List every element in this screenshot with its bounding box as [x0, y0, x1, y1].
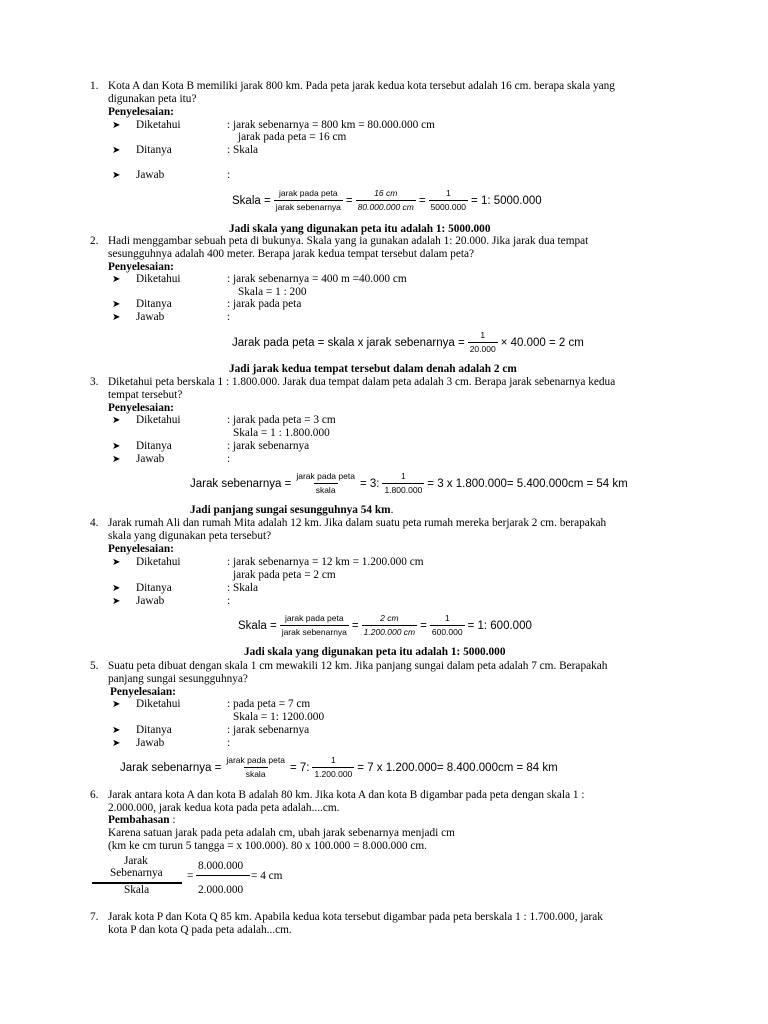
- q2-f1-numerator: 1: [480, 330, 486, 340]
- arrowhead-bullet-icon: ➤: [112, 699, 121, 710]
- q3-ditanya-value: : jarak sebenarnya: [227, 440, 310, 452]
- q3-jawab-label: Jawab: [136, 453, 165, 465]
- q4-f3-numerator: 1: [444, 613, 450, 623]
- q6-frac-top2: Sebenarnya: [110, 867, 163, 879]
- arrowhead-bullet-icon: ➤: [112, 274, 121, 285]
- q1-diketahui-value2: jarak pada peta = 16 cm: [238, 131, 347, 143]
- arrowhead-bullet-icon: ➤: [112, 170, 121, 181]
- q5-ditanya-value: : jarak sebenarnya: [227, 724, 310, 736]
- q2-text-line1: Hadi menggambar sebuah peta di bukunya. Skala yang ia gunakan adalah 1: 20.000. Jika jarak dua tempat: [108, 235, 589, 247]
- q3-text-line2: tempat tersebut?: [108, 389, 183, 401]
- arrowhead-bullet-icon: ➤: [112, 299, 121, 310]
- q2-diketahui-value1: : jarak sebenarnya = 400 m =40.000 cm: [227, 273, 407, 285]
- q7-number: 7.: [90, 911, 99, 923]
- q5-f2-denominator: 1.200.000: [314, 769, 353, 779]
- q3-formula: [190, 471, 628, 496]
- q1-f2-denominator: 80.000.000 cm: [357, 202, 414, 212]
- q3-diketahui-label: Diketahui: [136, 414, 181, 426]
- q3-f2-denominator: 1.800.000: [384, 485, 423, 495]
- arrowhead-bullet-icon: ➤: [112, 596, 121, 607]
- q4-jawab-label: Jawab: [136, 595, 165, 607]
- q1-jawab-label: Jawab: [136, 169, 165, 181]
- q3-fraction-2: [382, 471, 424, 496]
- q3-ditanya-label: Ditanya: [136, 440, 172, 452]
- q5-f1-denominator: skala: [245, 769, 266, 779]
- arrowhead-bullet-icon: ➤: [112, 441, 121, 452]
- arrowhead-bullet-icon: ➤: [112, 312, 121, 323]
- q2-jawab-colon: :: [227, 311, 231, 323]
- q1-fraction-1: [274, 188, 343, 213]
- q5-f1-numerator: jarak pada peta: [226, 755, 285, 765]
- q3-f1-numerator: jarak pada peta: [296, 471, 355, 481]
- q5-penyelesaian: Penyelesaian:: [110, 686, 176, 698]
- q1-conclusion: Jadi skala yang digunakan peta itu adalah 1: 5000.000: [229, 223, 491, 235]
- q2-f1-denominator: 20.000: [469, 344, 496, 354]
- q4-conclusion: Jadi skala yang digunakan peta itu adalah 1: 5000.000: [244, 646, 506, 658]
- q5-diketahui-value1: : pada peta = 7 cm: [227, 698, 311, 710]
- q1-diketahui-label: Diketahui: [136, 119, 181, 131]
- arrowhead-bullet-icon: ➤: [112, 738, 121, 749]
- q1-f1-denominator: jarak sebenarnya: [275, 202, 341, 212]
- q3-diketahui-value1: : jarak pada peta = 3 cm: [227, 414, 336, 426]
- q3-formula-rhs: = 3 x 1.800.000= 5.400.000cm = 54 km: [427, 477, 628, 490]
- q3-text-line1: Diketahui peta berskala 1 : 1.800.000. Jarak dua tempat dalam peta adalah 3 cm. Berapa jarak sebenarnya kedua: [108, 376, 616, 388]
- q3-conclusion-line: [190, 504, 393, 517]
- q2-penyelesaian: Penyelesaian:: [108, 261, 174, 273]
- q4-diketahui-value2: jarak pada peta = 2 cm: [233, 569, 336, 581]
- q5-fraction-2: [312, 755, 354, 780]
- arrowhead-bullet-icon: ➤: [112, 557, 121, 568]
- q4-ditanya-label: Ditanya: [136, 582, 172, 594]
- q4-formula-rhs: = 1: 600.000: [467, 619, 532, 632]
- arrowhead-bullet-icon: ➤: [112, 583, 121, 594]
- q6-text-line2: 2.000.000, jarak kedua kota pada peta adalah....cm.: [108, 802, 340, 814]
- arrowhead-bullet-icon: ➤: [112, 120, 121, 131]
- q1-ditanya-label: Ditanya: [136, 144, 172, 156]
- q5-formula-lhs: Jarak sebenarnya =: [120, 761, 222, 774]
- arrowhead-bullet-icon: ➤: [112, 454, 121, 465]
- q2-text-line2: sesungguhnya adalah 400 meter. Berapa jarak kedua tempat tersebut dalam peta?: [108, 248, 475, 260]
- q4-diketahui-value1: : jarak sebenarnya = 12 km = 1.200.000 cm: [227, 556, 424, 568]
- q2-ditanya-label: Ditanya: [136, 298, 172, 310]
- q4-f2-denominator: 1.200.000 cm: [363, 627, 416, 637]
- q5-formula-mid: = 7:: [289, 761, 310, 774]
- arrowhead-bullet-icon: ➤: [112, 145, 121, 156]
- q3-formula-lhs: Jarak sebenarnya =: [190, 477, 292, 490]
- q4-number: 4.: [90, 517, 99, 529]
- arrowhead-bullet-icon: ➤: [112, 415, 121, 426]
- q4-formula: Skala = $\frac{\text{jarak pada peta}}{\text{jarak sebenarnya}}$ = $\frac{2 cm}{1.200.000 cm}$ = $\frac{1}{600.000}$ = 1: 600.000: [238, 613, 532, 637]
- q4-f1-denominator: jarak sebenarnya: [281, 627, 347, 637]
- q2-ditanya-value: : jarak pada peta: [227, 298, 302, 310]
- q2-formula-rhs: × 40.000 = 2 cm: [500, 336, 584, 349]
- q2-formula-lhs: Jarak pada peta = skala x jarak sebenarnya =: [232, 336, 465, 349]
- q3-number: 3.: [90, 376, 99, 388]
- q6-fraction2-bar: [196, 875, 250, 876]
- q3-penyelesaian: Penyelesaian:: [108, 402, 174, 414]
- q5-jawab-label: Jawab: [136, 737, 165, 749]
- q3-formula-mid: = 3:: [359, 477, 380, 490]
- q1-text-line2: digunakan peta itu?: [108, 93, 197, 105]
- q1-number: 1.: [90, 80, 99, 92]
- q6-frac2-top: 8.000.000: [198, 860, 244, 872]
- q3-f1-denominator: skala: [315, 485, 336, 495]
- q4-formula-lhs: Skala =: [238, 619, 277, 632]
- q3-f2-numerator: 1: [401, 471, 406, 481]
- q1-fraction-2: [356, 188, 416, 213]
- q4-f3-denominator: 600.000: [431, 627, 463, 637]
- q1-f3-denominator: 5000.000: [430, 202, 467, 212]
- q6-number: 6.: [90, 789, 99, 801]
- q3-conclusion-tail: .: [390, 504, 394, 516]
- q5-f2-numerator: 1: [331, 755, 336, 765]
- q2-diketahui-label: Diketahui: [136, 273, 181, 285]
- q4-penyelesaian: Penyelesaian:: [108, 543, 174, 555]
- q6-text-line3: Karena satuan jarak pada peta adalah cm, ubah jarak sebenarnya menjadi cm: [108, 827, 455, 839]
- q3-jawab-colon: :: [227, 453, 231, 465]
- q5-fraction-1: [224, 755, 287, 780]
- q1-formula-rhs: = 1: 5000.000: [471, 194, 542, 207]
- q3-conclusion: Jadi panjang sungai sesungguhnya 54 km: [190, 504, 391, 516]
- q6-pembahasan-colon: :: [169, 814, 176, 826]
- q4-fraction-3: [430, 613, 465, 638]
- q2-fraction-1: [468, 330, 498, 355]
- q5-text-line1: Suatu peta dibuat dengan skala 1 cm mewakili 12 km. Jika panjang sungai dalam peta adalah 7 cm. Berapakah: [108, 660, 608, 672]
- q7-text-line2: kota P dan kota Q pada peta adalah...cm.: [108, 924, 292, 936]
- q4-text-line1: Jarak rumah Ali dan rumah Mita adalah 12 km. Jika dalam suatu peta rumah mereka berjarak 2 cm. berapakah: [108, 517, 607, 529]
- q7-text-line1: Jarak kota P dan Kota Q 85 km. Apabila kedua kota tersebut digambar pada peta berskala 1 : 1.700.000, jarak: [108, 911, 603, 923]
- q5-formula: [120, 755, 558, 780]
- q1-jawab-colon: :: [227, 169, 231, 181]
- q5-diketahui-value2: Skala = 1: 1200.000: [233, 711, 325, 723]
- q5-formula-rhs: = 7 x 1.200.000= 8.400.000cm = 84 km: [357, 761, 558, 774]
- q3-fraction-1: [294, 471, 357, 496]
- q6-equals: =: [187, 870, 194, 882]
- q1-f1-numerator: jarak pada peta: [278, 188, 338, 198]
- q3-diketahui-value2: Skala = 1 : 1.800.000: [233, 427, 330, 439]
- q4-f1-numerator: jarak pada peta: [284, 613, 344, 623]
- q2-conclusion: Jadi jarak kedua tempat tersebut dalam denah adalah 2 cm: [229, 363, 517, 375]
- q5-diketahui-label: Diketahui: [136, 698, 181, 710]
- q1-formula: Skala = $\frac{\text{jarak pada peta}}{\text{jarak sebenarnya}}$ = $\frac{16 cm}{80.000.000 cm}$ = $\frac{1}{5000.000}$ = 1: 5000.000: [232, 188, 542, 212]
- q4-text-line2: skala yang digunakan peta tersebut?: [108, 530, 272, 542]
- q4-f2-numerator: 2 cm: [380, 613, 399, 623]
- q6-result: = 4 cm: [251, 870, 283, 882]
- q6-pembahasan: Pembahasan: [108, 814, 170, 826]
- q6-text-line4: (km ke cm turun 5 tangga = x 100.000). 80 x 100.000 = 8.000.000 cm.: [108, 840, 427, 852]
- arrowhead-bullet-icon: ➤: [112, 725, 121, 736]
- q2-number: 2.: [90, 235, 99, 247]
- q5-ditanya-label: Ditanya: [136, 724, 172, 736]
- q6-frac2-bottom: 2.000.000: [198, 884, 244, 896]
- q4-ditanya-value: : Skala: [227, 582, 259, 594]
- q1-text-line1: Kota A dan Kota B memiliki jarak 800 km. Pada peta jarak kedua kota tersebut adalah 16 cm. berapa skala yang: [108, 80, 615, 92]
- q6-text-line1: Jarak antara kota A dan kota B adalah 80 km. Jika kota A dan kota B digambar pada peta dengan skala 1 :: [108, 789, 585, 801]
- q6-frac-top1: Jarak: [124, 855, 148, 867]
- q1-f2-numerator: 16 cm: [374, 188, 398, 198]
- q5-text-line2: panjang sungai sesungguhnya?: [108, 673, 248, 685]
- q5-number: 5.: [90, 660, 99, 672]
- q4-fraction-2: [362, 613, 418, 638]
- q4-fraction-1: [280, 613, 349, 638]
- q2-diketahui-value2: Skala = 1 : 200: [238, 286, 307, 298]
- q1-penyelesaian: Penyelesaian:: [108, 106, 174, 118]
- q4-jawab-colon: :: [227, 595, 231, 607]
- q1-formula-lhs: Skala =: [232, 194, 271, 207]
- q2-formula: [232, 330, 584, 355]
- q6-pembahasan-line: [108, 814, 175, 827]
- q1-ditanya-value: : Skala: [227, 144, 259, 156]
- q4-diketahui-label: Diketahui: [136, 556, 181, 568]
- q1-fraction-3: [429, 188, 468, 213]
- q1-diketahui-value1: : jarak sebenarnya = 800 km = 80.000.000 cm: [227, 119, 435, 131]
- q5-jawab-colon: :: [227, 737, 231, 749]
- q6-frac-bottom: Skala: [124, 884, 150, 896]
- q2-jawab-label: Jawab: [136, 311, 165, 323]
- q1-f3-numerator: 1: [445, 188, 451, 198]
